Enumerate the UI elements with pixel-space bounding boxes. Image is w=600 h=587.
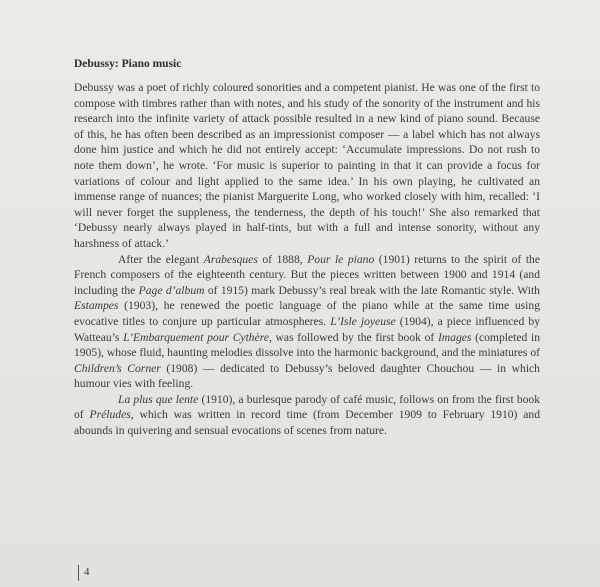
section-heading: Debussy: Piano music <box>74 58 182 70</box>
italic-title: Estampes <box>74 299 119 313</box>
italic-title: Children’s Corner <box>74 361 161 375</box>
text-run: , was followed by the first book of <box>268 330 438 344</box>
text-run: (1910), a burlesque parody of café music, follows on from the first book of <box>74 392 541 422</box>
italic-title: Pour le piano <box>307 252 375 266</box>
italic-title: Images <box>437 330 472 344</box>
text-run: Debussy was a poet of richly coloured sonorities and a competent pianist. He was one of the first to compose with timbres rather than with notes, and his study of the sonority of the instrument and his research into the infinite variety of attack possible resulted in a new kind of piano sound. Because of this, he has often been described as an impressionist composer — a label which has not always done him justice and which he did not entirely accept: ‘Accumulate impressions. Do not rush to note them down’, he wrote. ‘For music is superior to painting in that it can provide a focus for variations of colour and light applied to the same idea.’ In his own playing, he cultivated an immense range of nuances; the pianist Marguerite Long, who worked closely with him, recalled: ‘I will never forget the suppleness, the tenderness, the depth of his touch!’ She also remarked that ‘Debussy nearly always played in half-tints, but with a full and intense sonority, without any harshness of attack.’ <box>74 81 540 250</box>
text-run: , which was written in record time (from December 1909 to February 1910) and abounds in quivering and sensual evocations of scenes from nature. <box>74 408 540 438</box>
italic-title: L’Isle joyeuse <box>330 314 396 328</box>
italic-title: Préludes <box>89 408 131 422</box>
text-run: (1903), he renewed the poetic language of the piano while at the same time using evocative titles to conjure up particular atmospheres. <box>74 299 540 328</box>
body-text <box>74 80 540 439</box>
italic-title: L’Embarquement pour Cythère <box>123 330 269 344</box>
text-run: (completed in 1905), whose fluid, haunting melodies dissolve into the harmonic background, and the miniatures of <box>74 330 540 360</box>
text-run: (1901) returns to the spirit of the French composers of the eighteenth century. But the pieces written between 1900 and 1914 (and including the <box>74 252 540 297</box>
text-run: After the elegant <box>118 252 204 266</box>
text-run: of 1888, <box>257 252 308 266</box>
paragraph <box>74 252 540 392</box>
paragraph <box>74 80 540 252</box>
paragraph <box>74 392 540 439</box>
page-number: 4 <box>78 565 90 581</box>
text-run: (1904), a piece influenced by Watteau’s <box>74 314 540 344</box>
italic-title: La plus que lente <box>118 392 199 406</box>
text-run: of 1915) mark Debussy’s real break with the late Romantic style. With <box>204 283 540 297</box>
italic-title: Arabesques <box>203 252 258 266</box>
text-run: (1908) — dedicated to Debussy’s beloved daughter Chouchou — in which humour vies with feeling. <box>74 361 540 391</box>
italic-title: Page d’album <box>138 283 205 297</box>
